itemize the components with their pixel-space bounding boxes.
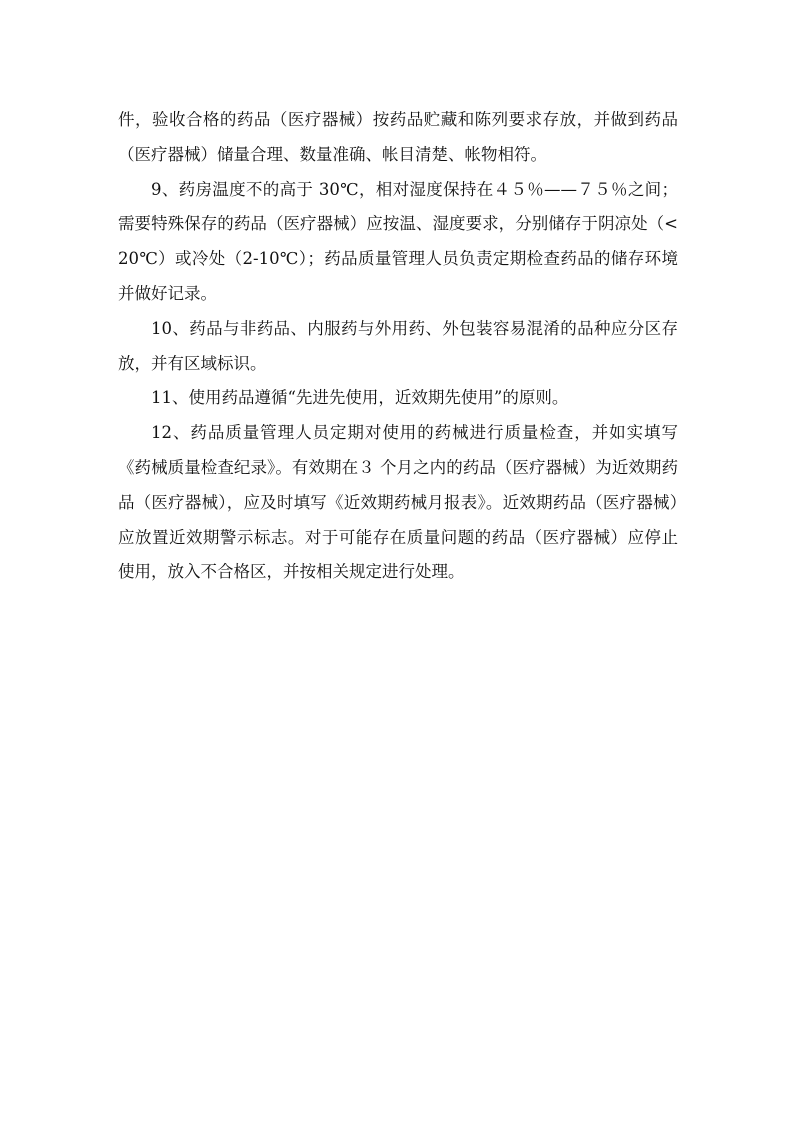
paragraph-continuation: 件，验收合格的药品（医疗器械）按药品贮藏和陈列要求存放，并做到药品（医疗器械）储量合理、数量准确、帐目清楚、帐物相符。 bbox=[118, 110, 678, 164]
paragraph-item-9: 9、药房温度不的高于 30℃，相对湿度保持在４５％——７５％之间；需要特殊保存的药品（医疗器械）应按温、湿度要求，分别储存于阴凉处（<20℃）或冷处（2-10℃）；药品质量管理人员负责定期检查药品的储存环境并做好记录。 bbox=[118, 179, 678, 303]
paragraph-item-11: 11、使用药品遵循“先进先使用，近效期先使用”的原则。 bbox=[151, 388, 569, 408]
paragraph-item-10: 10、药品与非药品、内服药与外用药、外包装容易混淆的品种应分区存放，并有区域标识。 bbox=[118, 318, 678, 373]
paragraph-item-12: 12、药品质量管理人员定期对使用的药械进行质量检查，并如实填写《药械质量检查纪录》。有效期在３ 个月之内的药品（医疗器械）为近效期药品（医疗器械），应及时填写《近效期药械月报表》。近效期药品（医疗器械）应放置近效期警示标志。对于可能存在质量问题的药品（医疗器械）应停止使用，放入不合格区，并按相关规定进行处理。 bbox=[118, 423, 678, 582]
document-body bbox=[118, 103, 678, 590]
